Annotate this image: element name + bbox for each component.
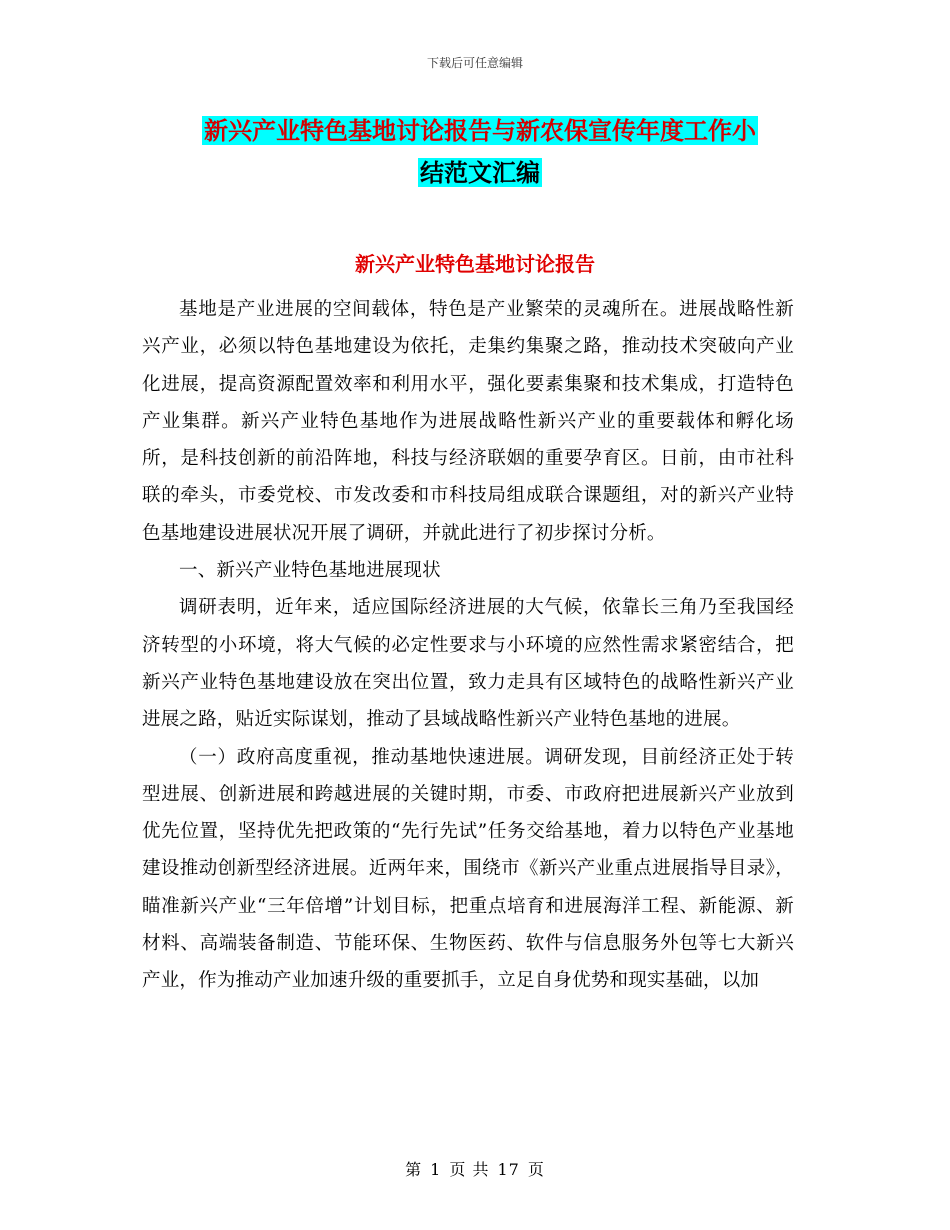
footer-middle: 页 共 (449, 1160, 490, 1179)
main-title-line-2: 结范文汇编 (420, 158, 540, 187)
paragraph-government: （一）政府高度重视，推动基地快速进展。调研发现，目前经济正处于转型进展、创新进展和跨越进展的关键时期，市委、市政府把进展新兴产业放到优先位置，坚持优先把政策的“先行先试”任务交给基地，着力以特色产业基地建设推动创新型经济进展。近两年来，围绕市《新兴产业重点进展指导目录》，瞄准新兴产业“三年倍增”计划目标，把重点培育和进展海洋工程、新能源、新材料、高端装备制造、节能环保、生物医药、软件与信息服务外包等七大新兴产业，作为推动产业加速升级的重要抓手，立足自身优势和现实基础，以加 (142, 746, 794, 992)
body-text (142, 291, 794, 1000)
paragraph-research: 调研表明，近年来，适应国际经济进展的大气候，依靠长三角乃至我国经济转型的小环境，将大气候的必定性要求与小环境的应然性需求紧密结合，把新兴产业特色基地建设放在突出位置，致力走具有区域特色的战略性新兴产业进展之路，贴近实际谋划，推动了县域战略性新兴产业特色基地的进展。 (142, 597, 794, 731)
footer-total-pages: 17 (497, 1160, 520, 1179)
footer-prefix: 第 (405, 1160, 423, 1179)
header-note: 下载后可任意编辑 (426, 56, 523, 70)
main-title (150, 110, 810, 194)
footer-suffix: 页 (527, 1160, 545, 1179)
subheading-status: 一、新兴产业特色基地进展现状 (179, 560, 441, 582)
page-footer (0, 1157, 950, 1180)
main-title-line-1: 新兴产业特色基地讨论报告与新农保宣传年度工作小 (204, 116, 756, 145)
section-title: 新兴产业特色基地讨论报告 (355, 252, 595, 276)
paragraph-intro: 基地是产业进展的空间载体，特色是产业繁荣的灵魂所在。进展战略性新兴产业，必须以特色基地建设为依托，走集约集聚之路，推动技术突破向产业化进展，提高资源配置效率和利用水平，强化要素集聚和技术集成，打造特色产业集群。新兴产业特色基地作为进展战略性新兴产业的重要载体和孵化场所，是科技创新的前沿阵地，科技与经济联姻的重要孕育区。日前，由市社科联的牵头，市委党校、市发改委和市科技局组成联合课题组，对的新兴产业特色基地建设进展状况开展了调研，并就此进行了初步探讨分析。 (142, 299, 794, 544)
footer-page-number: 1 (430, 1160, 442, 1179)
